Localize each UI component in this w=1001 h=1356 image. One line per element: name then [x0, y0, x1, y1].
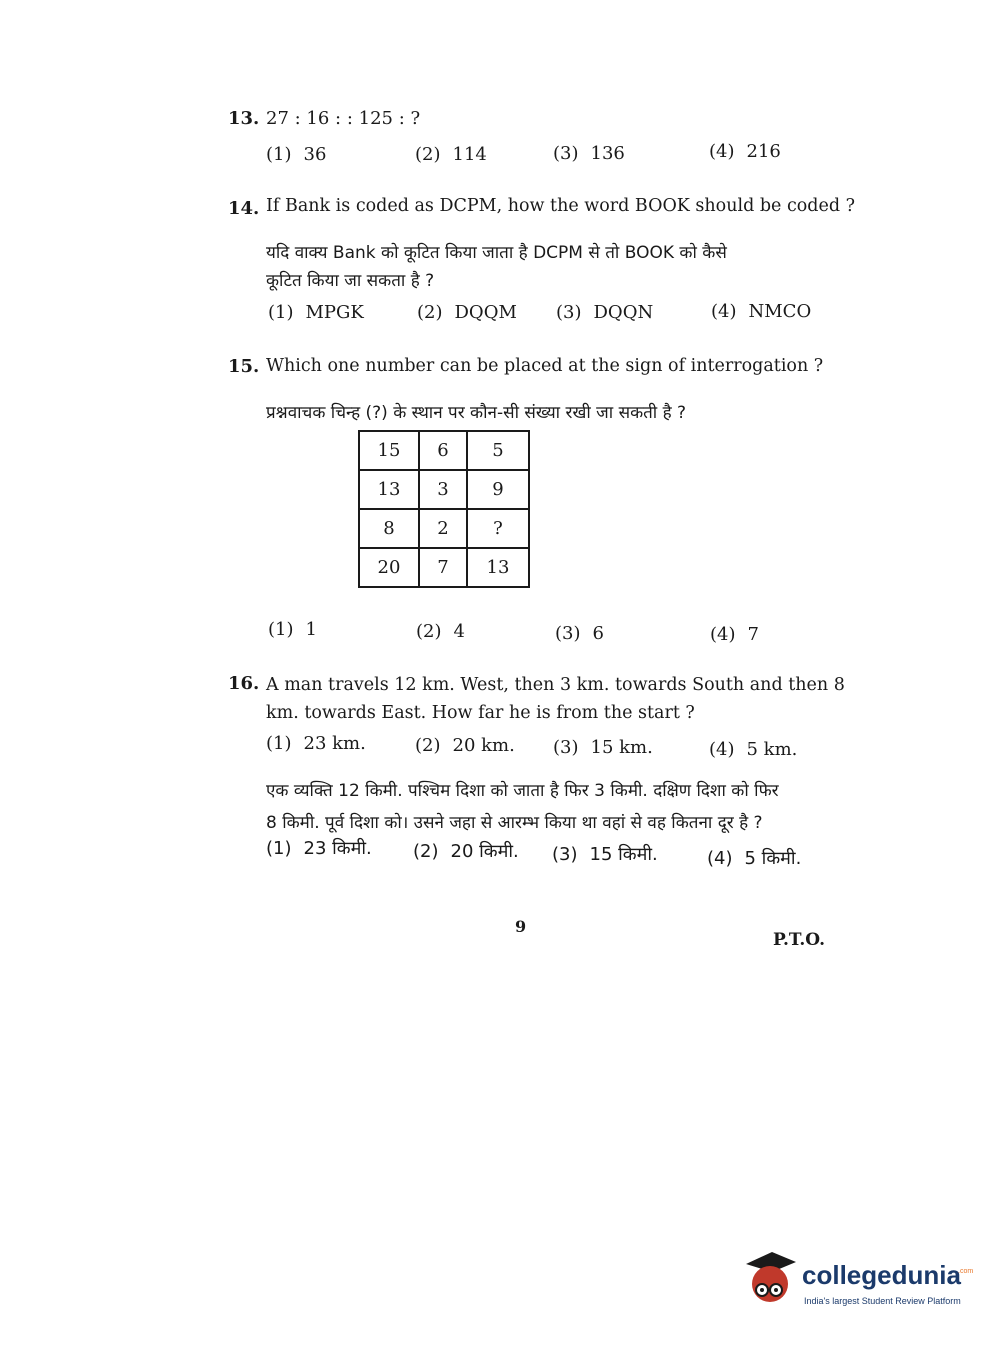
q14-option-2: (2) DQQM [417, 302, 517, 323]
q16-option-4: (4) 5 km. [709, 739, 798, 760]
grid-cell: 3 [419, 470, 467, 509]
grid-cell: 13 [359, 470, 419, 509]
mascot-icon [742, 1250, 798, 1314]
q13-number: 13. [228, 108, 260, 129]
logo-tagline: India's largest Student Review Platform [804, 1296, 961, 1306]
q15-number-grid [358, 430, 530, 588]
grid-cell: 15 [359, 431, 419, 470]
q16-option-3: (3) 15 km. [553, 737, 653, 758]
q16-option-2: (2) 20 km. [415, 735, 515, 756]
q14-option-4: (4) NMCO [711, 301, 812, 322]
q14-text: If Bank is coded as DCPM, how the word BOOK should be coded ? [266, 196, 856, 216]
q14-option-3: (3) DQQN [556, 302, 654, 323]
q16-hindi-option-3: (3) 15 किमी. [552, 844, 658, 865]
q16-text-line1: A man travels 12 km. West, then 3 km. towards South and then 8 [266, 675, 845, 695]
q15-option-3: (3) 6 [555, 623, 604, 644]
page-number: 9 [515, 917, 527, 936]
grid-row [359, 431, 529, 470]
q14-option-1: (1) MPGK [268, 302, 364, 323]
grid-cell: ? [467, 509, 529, 548]
grid-cell: 6 [419, 431, 467, 470]
grid-cell: 20 [359, 548, 419, 587]
grid-row [359, 548, 529, 587]
grid-cell: 8 [359, 509, 419, 548]
logo-domain: .com [958, 1268, 974, 1275]
q16-hindi-line1: एक व्यक्ति 12 किमी. पश्चिम दिशा को जाता है फिर 3 किमी. दक्षिण दिशा को फिर [266, 781, 779, 801]
grid-cell: 9 [467, 470, 529, 509]
q13-option-4: (4) 216 [709, 141, 781, 162]
q16-hindi-option-2: (2) 20 किमी. [413, 841, 519, 862]
q16-hindi-option-1: (1) 23 किमी. [266, 838, 372, 859]
q16-option-1: (1) 23 km. [266, 733, 366, 754]
grid-row [359, 509, 529, 548]
q15-text: Which one number can be placed at the sign of interrogation ? [266, 356, 824, 376]
q13-option-1: (1) 36 [266, 144, 327, 165]
logo-wordmark: collegedunia [802, 1260, 961, 1290]
q15-number: 15. [228, 356, 260, 377]
q15-option-2: (2) 4 [416, 621, 465, 642]
q15-hindi: प्रश्नवाचक चिन्ह (?) के स्थान पर कौन-सी संख्या रखी जा सकती है ? [266, 403, 687, 423]
q16-number: 16. [228, 673, 260, 694]
q16-text-line2: km. towards East. How far he is from the start ? [266, 703, 695, 723]
q13-option-2: (2) 114 [415, 144, 487, 165]
q14-hindi-line2: कूटित किया जा सकता है ? [266, 271, 435, 291]
grid-row [359, 470, 529, 509]
q15-option-1: (1) 1 [268, 619, 317, 640]
q16-hindi-option-4: (4) 5 किमी. [707, 848, 802, 869]
grid-cell: 2 [419, 509, 467, 548]
collegedunia-logo [742, 1250, 972, 1320]
q15-option-4: (4) 7 [710, 624, 759, 645]
q14-number: 14. [228, 198, 260, 219]
q16-hindi-line2: 8 किमी. पूर्व दिशा को। उसने जहा से आरम्भ किया था वहां से वह कितना दूर है ? [266, 813, 763, 833]
grid-cell: 13 [467, 548, 529, 587]
q14-hindi-line1: यदि वाक्य Bank को कूटित किया जाता है DCPM से तो BOOK को कैसे [266, 243, 727, 263]
q13-text: 27 : 16 : : 125 : ? [266, 108, 421, 129]
grid-cell: 5 [467, 431, 529, 470]
q13-option-3: (3) 136 [553, 143, 625, 164]
grid-cell: 7 [419, 548, 467, 587]
pto-label: P.T.O. [773, 930, 825, 950]
